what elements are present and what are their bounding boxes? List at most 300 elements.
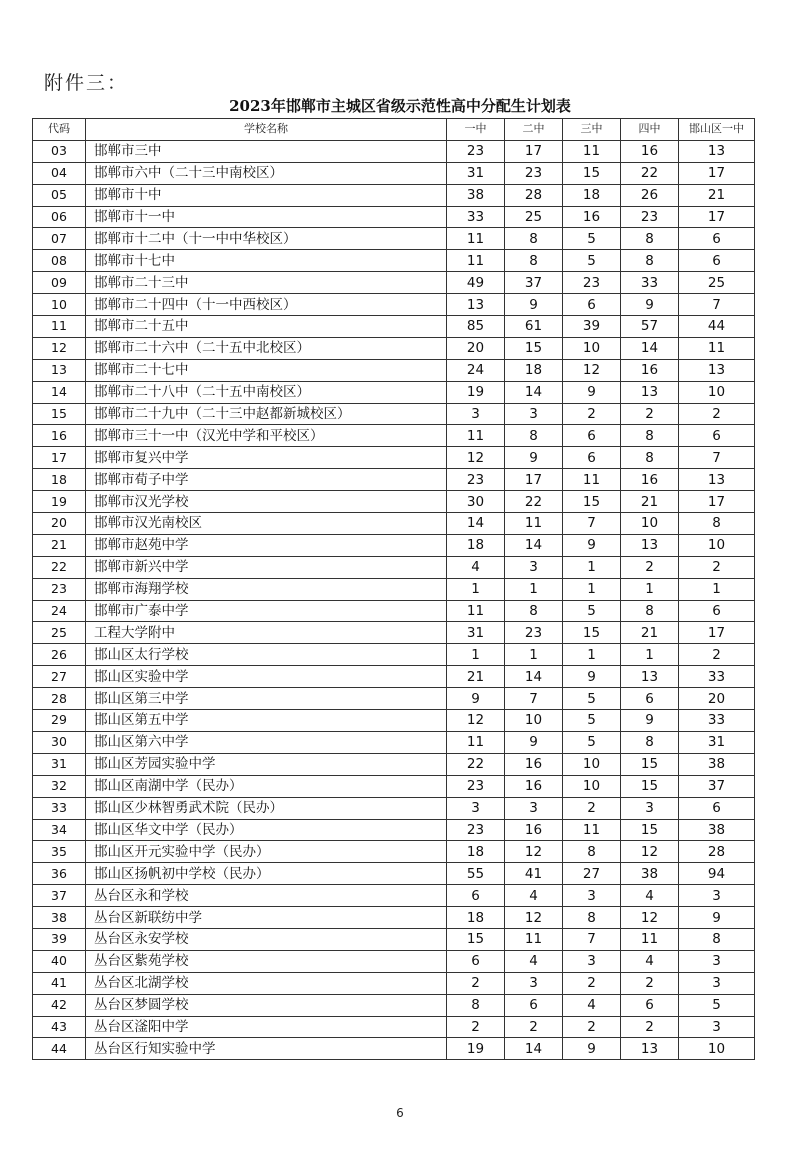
cell-no3-high: 10 bbox=[563, 337, 621, 359]
table-row bbox=[33, 381, 755, 403]
table-row bbox=[33, 994, 755, 1016]
cell-no2-high: 23 bbox=[505, 622, 563, 644]
cell-code: 35 bbox=[33, 841, 86, 863]
table-row bbox=[33, 666, 755, 688]
cell-no4-high: 4 bbox=[621, 885, 679, 907]
cell-no1-high: 2 bbox=[447, 1016, 505, 1038]
cell-no4-high: 21 bbox=[621, 491, 679, 513]
cell-school-name: 邯郸市二十三中 bbox=[86, 272, 447, 294]
cell-code: 32 bbox=[33, 775, 86, 797]
cell-hanshan-no1-high: 13 bbox=[679, 359, 755, 381]
cell-no2-high: 3 bbox=[505, 403, 563, 425]
cell-hanshan-no1-high: 13 bbox=[679, 140, 755, 162]
cell-no4-high: 38 bbox=[621, 863, 679, 885]
cell-code: 37 bbox=[33, 885, 86, 907]
cell-no3-high: 3 bbox=[563, 950, 621, 972]
cell-code: 07 bbox=[33, 228, 86, 250]
cell-hanshan-no1-high: 3 bbox=[679, 885, 755, 907]
cell-no4-high: 1 bbox=[621, 644, 679, 666]
cell-code: 26 bbox=[33, 644, 86, 666]
table-row bbox=[33, 513, 755, 535]
cell-no3-high: 6 bbox=[563, 425, 621, 447]
cell-hanshan-no1-high: 38 bbox=[679, 753, 755, 775]
cell-no3-high: 9 bbox=[563, 666, 621, 688]
cell-code: 20 bbox=[33, 513, 86, 535]
table-row bbox=[33, 316, 755, 338]
cell-code: 40 bbox=[33, 950, 86, 972]
cell-no4-high: 15 bbox=[621, 775, 679, 797]
cell-school-name: 邯郸市十七中 bbox=[86, 250, 447, 272]
cell-hanshan-no1-high: 7 bbox=[679, 294, 755, 316]
cell-no1-high: 31 bbox=[447, 622, 505, 644]
cell-no2-high: 14 bbox=[505, 666, 563, 688]
cell-school-name: 邯郸市汉光学校 bbox=[86, 491, 447, 513]
cell-school-name: 邯郸市汉光南校区 bbox=[86, 513, 447, 535]
cell-no3-high: 4 bbox=[563, 994, 621, 1016]
cell-no1-high: 13 bbox=[447, 294, 505, 316]
table-header-row bbox=[33, 119, 755, 141]
cell-code: 11 bbox=[33, 316, 86, 338]
cell-hanshan-no1-high: 8 bbox=[679, 928, 755, 950]
cell-no3-high: 5 bbox=[563, 710, 621, 732]
cell-no1-high: 85 bbox=[447, 316, 505, 338]
cell-no4-high: 16 bbox=[621, 140, 679, 162]
cell-no4-high: 16 bbox=[621, 359, 679, 381]
cell-code: 33 bbox=[33, 797, 86, 819]
cell-school-name: 邯郸市二十五中 bbox=[86, 316, 447, 338]
table-row bbox=[33, 206, 755, 228]
cell-no2-high: 28 bbox=[505, 184, 563, 206]
table-row bbox=[33, 294, 755, 316]
cell-school-name: 邯郸市海翔学校 bbox=[86, 578, 447, 600]
cell-no4-high: 8 bbox=[621, 447, 679, 469]
cell-no2-high: 17 bbox=[505, 469, 563, 491]
cell-no1-high: 4 bbox=[447, 556, 505, 578]
cell-no2-high: 3 bbox=[505, 556, 563, 578]
cell-no4-high: 13 bbox=[621, 666, 679, 688]
cell-no4-high: 9 bbox=[621, 710, 679, 732]
cell-hanshan-no1-high: 33 bbox=[679, 666, 755, 688]
cell-no2-high: 12 bbox=[505, 907, 563, 929]
cell-no1-high: 23 bbox=[447, 775, 505, 797]
table-row bbox=[33, 578, 755, 600]
cell-code: 43 bbox=[33, 1016, 86, 1038]
cell-hanshan-no1-high: 5 bbox=[679, 994, 755, 1016]
table-row bbox=[33, 359, 755, 381]
cell-code: 18 bbox=[33, 469, 86, 491]
cell-no2-high: 3 bbox=[505, 797, 563, 819]
cell-no2-high: 61 bbox=[505, 316, 563, 338]
cell-school-name: 邯郸市新兴中学 bbox=[86, 556, 447, 578]
cell-no3-high: 27 bbox=[563, 863, 621, 885]
cell-no2-high: 17 bbox=[505, 140, 563, 162]
cell-no2-high: 2 bbox=[505, 1016, 563, 1038]
cell-no4-high: 4 bbox=[621, 950, 679, 972]
cell-code: 04 bbox=[33, 162, 86, 184]
cell-hanshan-no1-high: 31 bbox=[679, 731, 755, 753]
cell-school-name: 邯郸市六中（二十三中南校区） bbox=[86, 162, 447, 184]
cell-no3-high: 1 bbox=[563, 556, 621, 578]
cell-hanshan-no1-high: 38 bbox=[679, 819, 755, 841]
cell-no2-high: 8 bbox=[505, 600, 563, 622]
cell-no3-high: 11 bbox=[563, 469, 621, 491]
document-title: 2023年邯郸市主城区省级示范性高中分配生计划表 bbox=[229, 97, 571, 115]
cell-no4-high: 14 bbox=[621, 337, 679, 359]
cell-school-name: 丛台区紫苑学校 bbox=[86, 950, 447, 972]
table-row bbox=[33, 885, 755, 907]
cell-no2-high: 3 bbox=[505, 972, 563, 994]
cell-hanshan-no1-high: 10 bbox=[679, 534, 755, 556]
header-hanshan-no1-high: 邯山区一中 bbox=[679, 119, 755, 141]
table-row bbox=[33, 272, 755, 294]
cell-school-name: 邯山区芳园实验中学 bbox=[86, 753, 447, 775]
cell-code: 15 bbox=[33, 403, 86, 425]
cell-no4-high: 22 bbox=[621, 162, 679, 184]
cell-hanshan-no1-high: 6 bbox=[679, 425, 755, 447]
cell-code: 36 bbox=[33, 863, 86, 885]
cell-no3-high: 2 bbox=[563, 972, 621, 994]
table-row bbox=[33, 928, 755, 950]
cell-code: 27 bbox=[33, 666, 86, 688]
table-row bbox=[33, 491, 755, 513]
cell-school-name: 邯山区实验中学 bbox=[86, 666, 447, 688]
cell-hanshan-no1-high: 37 bbox=[679, 775, 755, 797]
header-school-name: 学校名称 bbox=[86, 119, 447, 141]
cell-hanshan-no1-high: 10 bbox=[679, 1038, 755, 1060]
cell-no3-high: 2 bbox=[563, 403, 621, 425]
cell-hanshan-no1-high: 3 bbox=[679, 1016, 755, 1038]
table-row bbox=[33, 447, 755, 469]
cell-no4-high: 16 bbox=[621, 469, 679, 491]
cell-school-name: 邯郸市二十八中（二十五中南校区） bbox=[86, 381, 447, 403]
cell-no4-high: 57 bbox=[621, 316, 679, 338]
cell-hanshan-no1-high: 33 bbox=[679, 710, 755, 732]
cell-code: 39 bbox=[33, 928, 86, 950]
header-no4-high: 四中 bbox=[621, 119, 679, 141]
table-row bbox=[33, 250, 755, 272]
cell-no2-high: 11 bbox=[505, 513, 563, 535]
cell-hanshan-no1-high: 7 bbox=[679, 447, 755, 469]
cell-hanshan-no1-high: 17 bbox=[679, 622, 755, 644]
cell-school-name: 邯山区华文中学（民办） bbox=[86, 819, 447, 841]
cell-no3-high: 3 bbox=[563, 885, 621, 907]
cell-school-name: 邯郸市广泰中学 bbox=[86, 600, 447, 622]
cell-hanshan-no1-high: 17 bbox=[679, 162, 755, 184]
cell-no3-high: 15 bbox=[563, 622, 621, 644]
table-row bbox=[33, 425, 755, 447]
cell-no1-high: 23 bbox=[447, 469, 505, 491]
cell-no4-high: 6 bbox=[621, 994, 679, 1016]
cell-no1-high: 18 bbox=[447, 841, 505, 863]
cell-code: 29 bbox=[33, 710, 86, 732]
cell-hanshan-no1-high: 6 bbox=[679, 600, 755, 622]
cell-no1-high: 19 bbox=[447, 381, 505, 403]
cell-school-name: 邯郸市十中 bbox=[86, 184, 447, 206]
cell-no1-high: 22 bbox=[447, 753, 505, 775]
cell-code: 25 bbox=[33, 622, 86, 644]
cell-no1-high: 33 bbox=[447, 206, 505, 228]
cell-no3-high: 15 bbox=[563, 491, 621, 513]
cell-school-name: 邯郸市三中 bbox=[86, 140, 447, 162]
cell-no1-high: 11 bbox=[447, 600, 505, 622]
cell-code: 08 bbox=[33, 250, 86, 272]
cell-school-name: 邯山区扬帆初中学校（民办） bbox=[86, 863, 447, 885]
cell-hanshan-no1-high: 11 bbox=[679, 337, 755, 359]
table-row bbox=[33, 469, 755, 491]
cell-no2-high: 1 bbox=[505, 578, 563, 600]
cell-code: 09 bbox=[33, 272, 86, 294]
cell-no3-high: 16 bbox=[563, 206, 621, 228]
cell-school-name: 丛台区永安学校 bbox=[86, 928, 447, 950]
cell-no3-high: 18 bbox=[563, 184, 621, 206]
cell-school-name: 邯郸市二十四中（十一中西校区） bbox=[86, 294, 447, 316]
cell-no4-high: 8 bbox=[621, 250, 679, 272]
cell-no1-high: 11 bbox=[447, 425, 505, 447]
cell-code: 12 bbox=[33, 337, 86, 359]
table-row bbox=[33, 775, 755, 797]
cell-school-name: 邯郸市复兴中学 bbox=[86, 447, 447, 469]
cell-no1-high: 6 bbox=[447, 885, 505, 907]
table-row bbox=[33, 841, 755, 863]
cell-no4-high: 8 bbox=[621, 425, 679, 447]
cell-no1-high: 3 bbox=[447, 797, 505, 819]
cell-no3-high: 9 bbox=[563, 1038, 621, 1060]
cell-no4-high: 2 bbox=[621, 1016, 679, 1038]
cell-no2-high: 9 bbox=[505, 731, 563, 753]
cell-hanshan-no1-high: 6 bbox=[679, 250, 755, 272]
cell-code: 06 bbox=[33, 206, 86, 228]
cell-no1-high: 18 bbox=[447, 534, 505, 556]
cell-no3-high: 7 bbox=[563, 513, 621, 535]
cell-no1-high: 55 bbox=[447, 863, 505, 885]
cell-no4-high: 12 bbox=[621, 907, 679, 929]
cell-code: 21 bbox=[33, 534, 86, 556]
cell-code: 19 bbox=[33, 491, 86, 513]
cell-no4-high: 2 bbox=[621, 972, 679, 994]
table-row bbox=[33, 1038, 755, 1060]
cell-hanshan-no1-high: 9 bbox=[679, 907, 755, 929]
cell-code: 10 bbox=[33, 294, 86, 316]
header-no3-high: 三中 bbox=[563, 119, 621, 141]
cell-no2-high: 16 bbox=[505, 819, 563, 841]
cell-hanshan-no1-high: 25 bbox=[679, 272, 755, 294]
cell-hanshan-no1-high: 6 bbox=[679, 797, 755, 819]
cell-code: 34 bbox=[33, 819, 86, 841]
cell-no1-high: 15 bbox=[447, 928, 505, 950]
cell-no2-high: 18 bbox=[505, 359, 563, 381]
cell-code: 03 bbox=[33, 140, 86, 162]
cell-hanshan-no1-high: 3 bbox=[679, 950, 755, 972]
cell-no3-high: 11 bbox=[563, 819, 621, 841]
cell-school-name: 邯山区第六中学 bbox=[86, 731, 447, 753]
cell-school-name: 邯山区第三中学 bbox=[86, 688, 447, 710]
table-body bbox=[33, 140, 755, 1059]
cell-no1-high: 30 bbox=[447, 491, 505, 513]
cell-no2-high: 16 bbox=[505, 775, 563, 797]
cell-hanshan-no1-high: 6 bbox=[679, 228, 755, 250]
table-row bbox=[33, 688, 755, 710]
cell-hanshan-no1-high: 17 bbox=[679, 206, 755, 228]
cell-no1-high: 11 bbox=[447, 731, 505, 753]
cell-code: 44 bbox=[33, 1038, 86, 1060]
cell-code: 24 bbox=[33, 600, 86, 622]
cell-no2-high: 12 bbox=[505, 841, 563, 863]
cell-hanshan-no1-high: 17 bbox=[679, 491, 755, 513]
cell-school-name: 丛台区永和学校 bbox=[86, 885, 447, 907]
cell-no1-high: 11 bbox=[447, 228, 505, 250]
cell-school-name: 邯郸市赵苑中学 bbox=[86, 534, 447, 556]
cell-school-name: 丛台区北湖学校 bbox=[86, 972, 447, 994]
cell-no4-high: 13 bbox=[621, 1038, 679, 1060]
cell-no2-high: 14 bbox=[505, 381, 563, 403]
table-row bbox=[33, 228, 755, 250]
table-row bbox=[33, 731, 755, 753]
cell-no4-high: 33 bbox=[621, 272, 679, 294]
cell-no3-high: 12 bbox=[563, 359, 621, 381]
cell-no1-high: 38 bbox=[447, 184, 505, 206]
cell-school-name: 邯郸市二十九中（二十三中赵都新城校区） bbox=[86, 403, 447, 425]
cell-no3-high: 8 bbox=[563, 841, 621, 863]
cell-no3-high: 8 bbox=[563, 907, 621, 929]
cell-school-name: 邯山区少林智勇武术院（民办） bbox=[86, 797, 447, 819]
cell-code: 38 bbox=[33, 907, 86, 929]
cell-code: 23 bbox=[33, 578, 86, 600]
table-row bbox=[33, 907, 755, 929]
cell-no3-high: 9 bbox=[563, 381, 621, 403]
cell-school-name: 邯山区开元实验中学（民办） bbox=[86, 841, 447, 863]
cell-no2-high: 41 bbox=[505, 863, 563, 885]
cell-code: 05 bbox=[33, 184, 86, 206]
cell-no3-high: 10 bbox=[563, 753, 621, 775]
header-no2-high: 二中 bbox=[505, 119, 563, 141]
cell-no4-high: 8 bbox=[621, 228, 679, 250]
cell-no4-high: 2 bbox=[621, 403, 679, 425]
cell-no2-high: 9 bbox=[505, 294, 563, 316]
table-row bbox=[33, 162, 755, 184]
cell-no3-high: 5 bbox=[563, 600, 621, 622]
cell-no2-high: 10 bbox=[505, 710, 563, 732]
cell-no4-high: 12 bbox=[621, 841, 679, 863]
cell-hanshan-no1-high: 1 bbox=[679, 578, 755, 600]
cell-no4-high: 15 bbox=[621, 753, 679, 775]
cell-no4-high: 21 bbox=[621, 622, 679, 644]
cell-no2-high: 15 bbox=[505, 337, 563, 359]
table-row bbox=[33, 184, 755, 206]
cell-school-name: 丛台区梦圆学校 bbox=[86, 994, 447, 1016]
table-row bbox=[33, 140, 755, 162]
cell-school-name: 邯山区第五中学 bbox=[86, 710, 447, 732]
cell-school-name: 丛台区行知实验中学 bbox=[86, 1038, 447, 1060]
cell-no4-high: 10 bbox=[621, 513, 679, 535]
cell-no3-high: 9 bbox=[563, 534, 621, 556]
cell-school-name: 邯郸市二十七中 bbox=[86, 359, 447, 381]
table-row bbox=[33, 797, 755, 819]
cell-no2-high: 4 bbox=[505, 885, 563, 907]
cell-no2-high: 8 bbox=[505, 425, 563, 447]
cell-no4-high: 8 bbox=[621, 600, 679, 622]
cell-hanshan-no1-high: 2 bbox=[679, 556, 755, 578]
cell-no1-high: 3 bbox=[447, 403, 505, 425]
cell-no3-high: 10 bbox=[563, 775, 621, 797]
cell-no2-high: 16 bbox=[505, 753, 563, 775]
cell-no1-high: 21 bbox=[447, 666, 505, 688]
cell-code: 42 bbox=[33, 994, 86, 1016]
cell-no1-high: 18 bbox=[447, 907, 505, 929]
cell-no4-high: 9 bbox=[621, 294, 679, 316]
cell-hanshan-no1-high: 20 bbox=[679, 688, 755, 710]
table-row bbox=[33, 337, 755, 359]
cell-no4-high: 13 bbox=[621, 534, 679, 556]
cell-no3-high: 5 bbox=[563, 688, 621, 710]
cell-no3-high: 2 bbox=[563, 1016, 621, 1038]
cell-no4-high: 13 bbox=[621, 381, 679, 403]
cell-no2-high: 37 bbox=[505, 272, 563, 294]
table-row bbox=[33, 1016, 755, 1038]
cell-no1-high: 8 bbox=[447, 994, 505, 1016]
cell-no1-high: 20 bbox=[447, 337, 505, 359]
cell-no2-high: 8 bbox=[505, 250, 563, 272]
cell-no4-high: 2 bbox=[621, 556, 679, 578]
cell-code: 30 bbox=[33, 731, 86, 753]
cell-code: 31 bbox=[33, 753, 86, 775]
cell-no4-high: 1 bbox=[621, 578, 679, 600]
cell-no1-high: 12 bbox=[447, 710, 505, 732]
cell-no1-high: 31 bbox=[447, 162, 505, 184]
cell-no2-high: 22 bbox=[505, 491, 563, 513]
cell-no3-high: 39 bbox=[563, 316, 621, 338]
cell-hanshan-no1-high: 2 bbox=[679, 644, 755, 666]
header-no1-high: 一中 bbox=[447, 119, 505, 141]
table-row bbox=[33, 600, 755, 622]
table-row bbox=[33, 972, 755, 994]
cell-school-name: 邯郸市十二中（十一中中华校区） bbox=[86, 228, 447, 250]
cell-no1-high: 12 bbox=[447, 447, 505, 469]
cell-no4-high: 8 bbox=[621, 731, 679, 753]
cell-no3-high: 15 bbox=[563, 162, 621, 184]
cell-no3-high: 6 bbox=[563, 294, 621, 316]
cell-no1-high: 49 bbox=[447, 272, 505, 294]
cell-code: 14 bbox=[33, 381, 86, 403]
cell-hanshan-no1-high: 3 bbox=[679, 972, 755, 994]
cell-no1-high: 24 bbox=[447, 359, 505, 381]
cell-no1-high: 1 bbox=[447, 578, 505, 600]
cell-school-name: 工程大学附中 bbox=[86, 622, 447, 644]
cell-no2-high: 14 bbox=[505, 1038, 563, 1060]
table-row bbox=[33, 753, 755, 775]
cell-code: 17 bbox=[33, 447, 86, 469]
cell-no1-high: 19 bbox=[447, 1038, 505, 1060]
cell-no2-high: 8 bbox=[505, 228, 563, 250]
cell-no3-high: 5 bbox=[563, 250, 621, 272]
cell-no2-high: 23 bbox=[505, 162, 563, 184]
cell-hanshan-no1-high: 28 bbox=[679, 841, 755, 863]
allocation-table bbox=[32, 118, 755, 1060]
cell-no3-high: 7 bbox=[563, 928, 621, 950]
cell-no2-high: 6 bbox=[505, 994, 563, 1016]
cell-no1-high: 2 bbox=[447, 972, 505, 994]
cell-no1-high: 23 bbox=[447, 819, 505, 841]
cell-no4-high: 15 bbox=[621, 819, 679, 841]
cell-hanshan-no1-high: 10 bbox=[679, 381, 755, 403]
cell-no3-high: 5 bbox=[563, 228, 621, 250]
cell-no4-high: 3 bbox=[621, 797, 679, 819]
cell-hanshan-no1-high: 21 bbox=[679, 184, 755, 206]
table-row bbox=[33, 622, 755, 644]
cell-no3-high: 6 bbox=[563, 447, 621, 469]
cell-no3-high: 11 bbox=[563, 140, 621, 162]
cell-school-name: 丛台区新联纺中学 bbox=[86, 907, 447, 929]
table-row bbox=[33, 710, 755, 732]
